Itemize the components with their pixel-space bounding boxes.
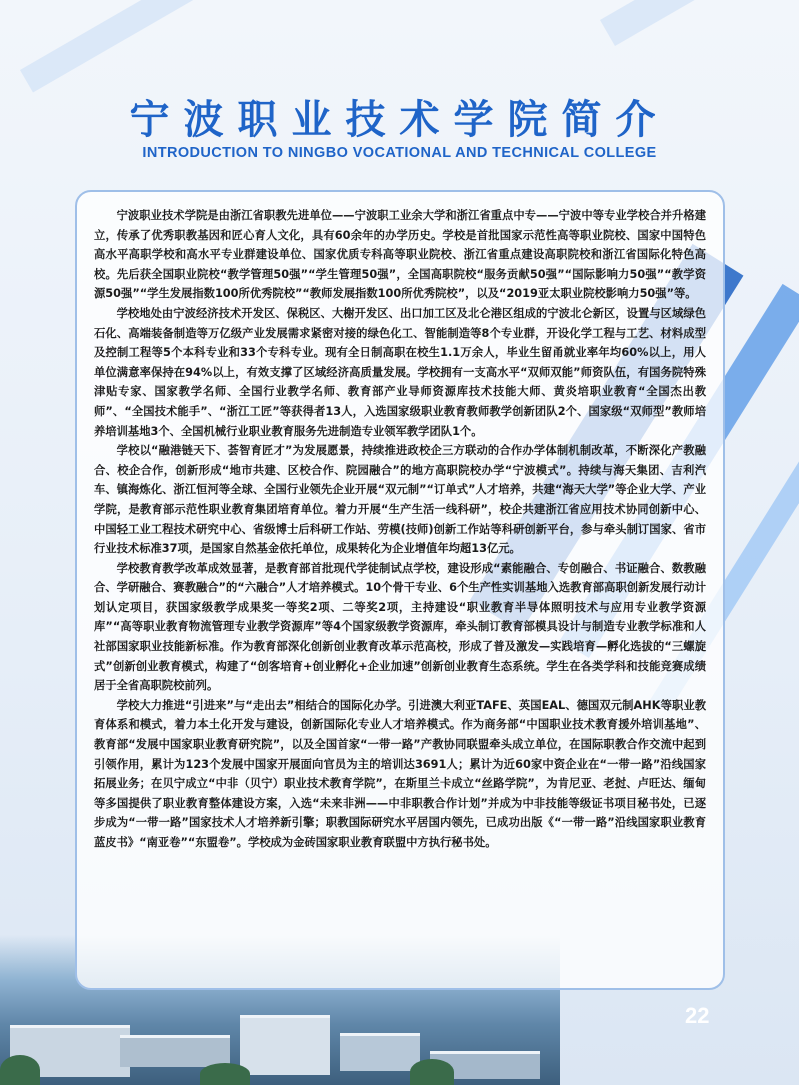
intro-paragraph-4: 学校教育教学改革成效显著，是教育部首批现代学徒制试点学校，建设形成“素能融合、专创融合、书证融合、数教融合、学研融合、赛教融合”的“六融合”人才培养模式。10个骨干专业、6个生产性实训基地入选教育部高职创新发展行动计划认定项目，获国家级教学成果奖一等奖2项、二等奖2项，主持建设“职业教育半导体照明技术与应用专业教学资源库”“高等职业教育物流管理专业教学资源库”等4个国家级教学资源库，牵头制订教育部模具设计与制造专业教学标准和人社部国家职业技能新标准。作为教育部深化创新创业教育改革示范高校，形成了普及激发—实践培育—孵化选拔的“三螺旋式”创新创业教育模式，构建了“创客培育+创业孵化+企业加速”创新创业教育生态系统。学生在各类学科和技能竞赛成绩居于全省高职院校前列。: [94, 561, 706, 693]
campus-building: [340, 1033, 420, 1071]
campus-building: [240, 1015, 330, 1075]
decorative-stripe: [20, 0, 293, 93]
campus-tree: [200, 1063, 250, 1085]
page-title: 宁波职业技术学院简介: [129, 96, 670, 143]
campus-building: [120, 1035, 230, 1067]
page-number: 22: [685, 1003, 710, 1028]
intro-paragraph-2: 学校地处由宁波经济技术开发区、保税区、大榭开发区、出口加工区及北仑港区组成的宁波北仑新区，设置与区域绿色石化、高端装备制造等万亿级产业发展需求紧密对接的绿色化工、智能制造等8个专业群，开设化学工程与工艺、材料成型及控制工程等5个本科专业和33个专科专业。现有全日制高职在校生1.1万余人，毕业生留甬就业率年均60%以上，用人单位满意率保持在94%以上，有效支撑了区域经济高质量发展。学校拥有一支高水平“双师双能”师资队伍，有国务院特殊津贴专家、国家教学名师、全国行业教学名师、教育部产业导师资源库技术技能大师、黄炎培职业教育“全国杰出教师”、“全国技术能手”、“浙江工匠”等获得者13人，入选国家级职业教育教师教学创新团队2个、国家级“双师型”教师培养培训基地3个、全国机械行业职业教育服务先进制造专业领军教学团队1个。: [94, 306, 706, 438]
campus-tree: [0, 1055, 40, 1085]
decorative-stripe: [600, 0, 799, 46]
page-subtitle: INTRODUCTION TO NINGBO VOCATIONAL AND TECHNICAL COLLEGE: [142, 145, 657, 161]
intro-paragraph-5: 学校大力推进“引进来”与“走出去”相结合的国际化办学。引进澳大利亚TAFE、英国EAL、德国双元制AHK等职业教育体系和模式，着力本土化开发与建设，创新国际化专业人才培养模式。作为商务部“中国职业技术教育援外培训基地”、教育部“发展中国家职业教育研究院”，以及全国首家“一带一路”产教协同联盟牵头成立单位，在国际职教合作交流中起到引领作用，累计为123个发展中国家开展面向官员为主的培训达3691人；累计为近60家中资企业在“一带一路”沿线国家拓展业务；在贝宁成立“中非（贝宁）职业技术教育学院”，在斯里兰卡成立“丝路学院”，为肯尼亚、老挝、卢旺达、缅甸等多国提供了职业教育整体建设方案，入选“未来非洲——中非职教合作计划”并成为中非技能等级证书项目秘书处，已逐步成为“一带一路”国家技术人才培养新引擎；职教国际研究水平居国内领先，已成功出版《“一带一路”沿线国家职业教育蓝皮书》“南亚卷”“东盟卷”。学校成为金砖国家职业教育联盟中方执行秘书处。: [94, 698, 706, 849]
campus-tree: [410, 1059, 454, 1085]
intro-text-card: [75, 190, 725, 990]
intro-paragraph-3: 学校以“融港链天下、荟智育匠才”为发展愿景，持续推进政校企三方联动的合作办学体制机制改革，不断深化产教融合、校企合作，创新形成“地市共建、区校合作、院园融合”的地方高职院校办学“宁波模式”。持续与海天集团、吉利汽车、镇海炼化、浙江恒河等全球、全国行业领先企业开展“双元制”“订单式”人才培养，共建“海天大学”等企业大学、产业学院，是教育部示范性职业教育集团培育单位。着力开展“生产生活一线科研”，校企共建浙江省应用技术协同创新中心、中国轻工业工程技术研究中心、省级博士后科研工作站、劳模(技师)创新工作站等科研创新平台，参与牵头制订国家、省市行业技术标准37项，是国家自然基金依托单位，成果转化为企业增值年均超13亿元。: [94, 444, 706, 556]
intro-paragraph-1: 宁波职业技术学院是由浙江省职教先进单位——宁波职工业余大学和浙江省重点中专——宁波中等专业学校合并升格建立，传承了优秀职教基因和匠心育人文化，具有60余年的办学历史。学校是首批国家示范性高等职业院校、国家中国特色高水平高职学校和高水平专业群建设单位、国家优质专科高等职业院校、浙江省重点建设高职院校和浙江省国际化特色高校。先后获全国职业院校“教学管理50强”“学生管理50强”，全国高职院校“服务贡献50强”“国际影响力50强”“教学资源50强”“学生发展指数100所优秀院校”“教师发展指数100所优秀院校”，以及“2019亚太职业院校影响力50强”等。: [94, 209, 706, 301]
